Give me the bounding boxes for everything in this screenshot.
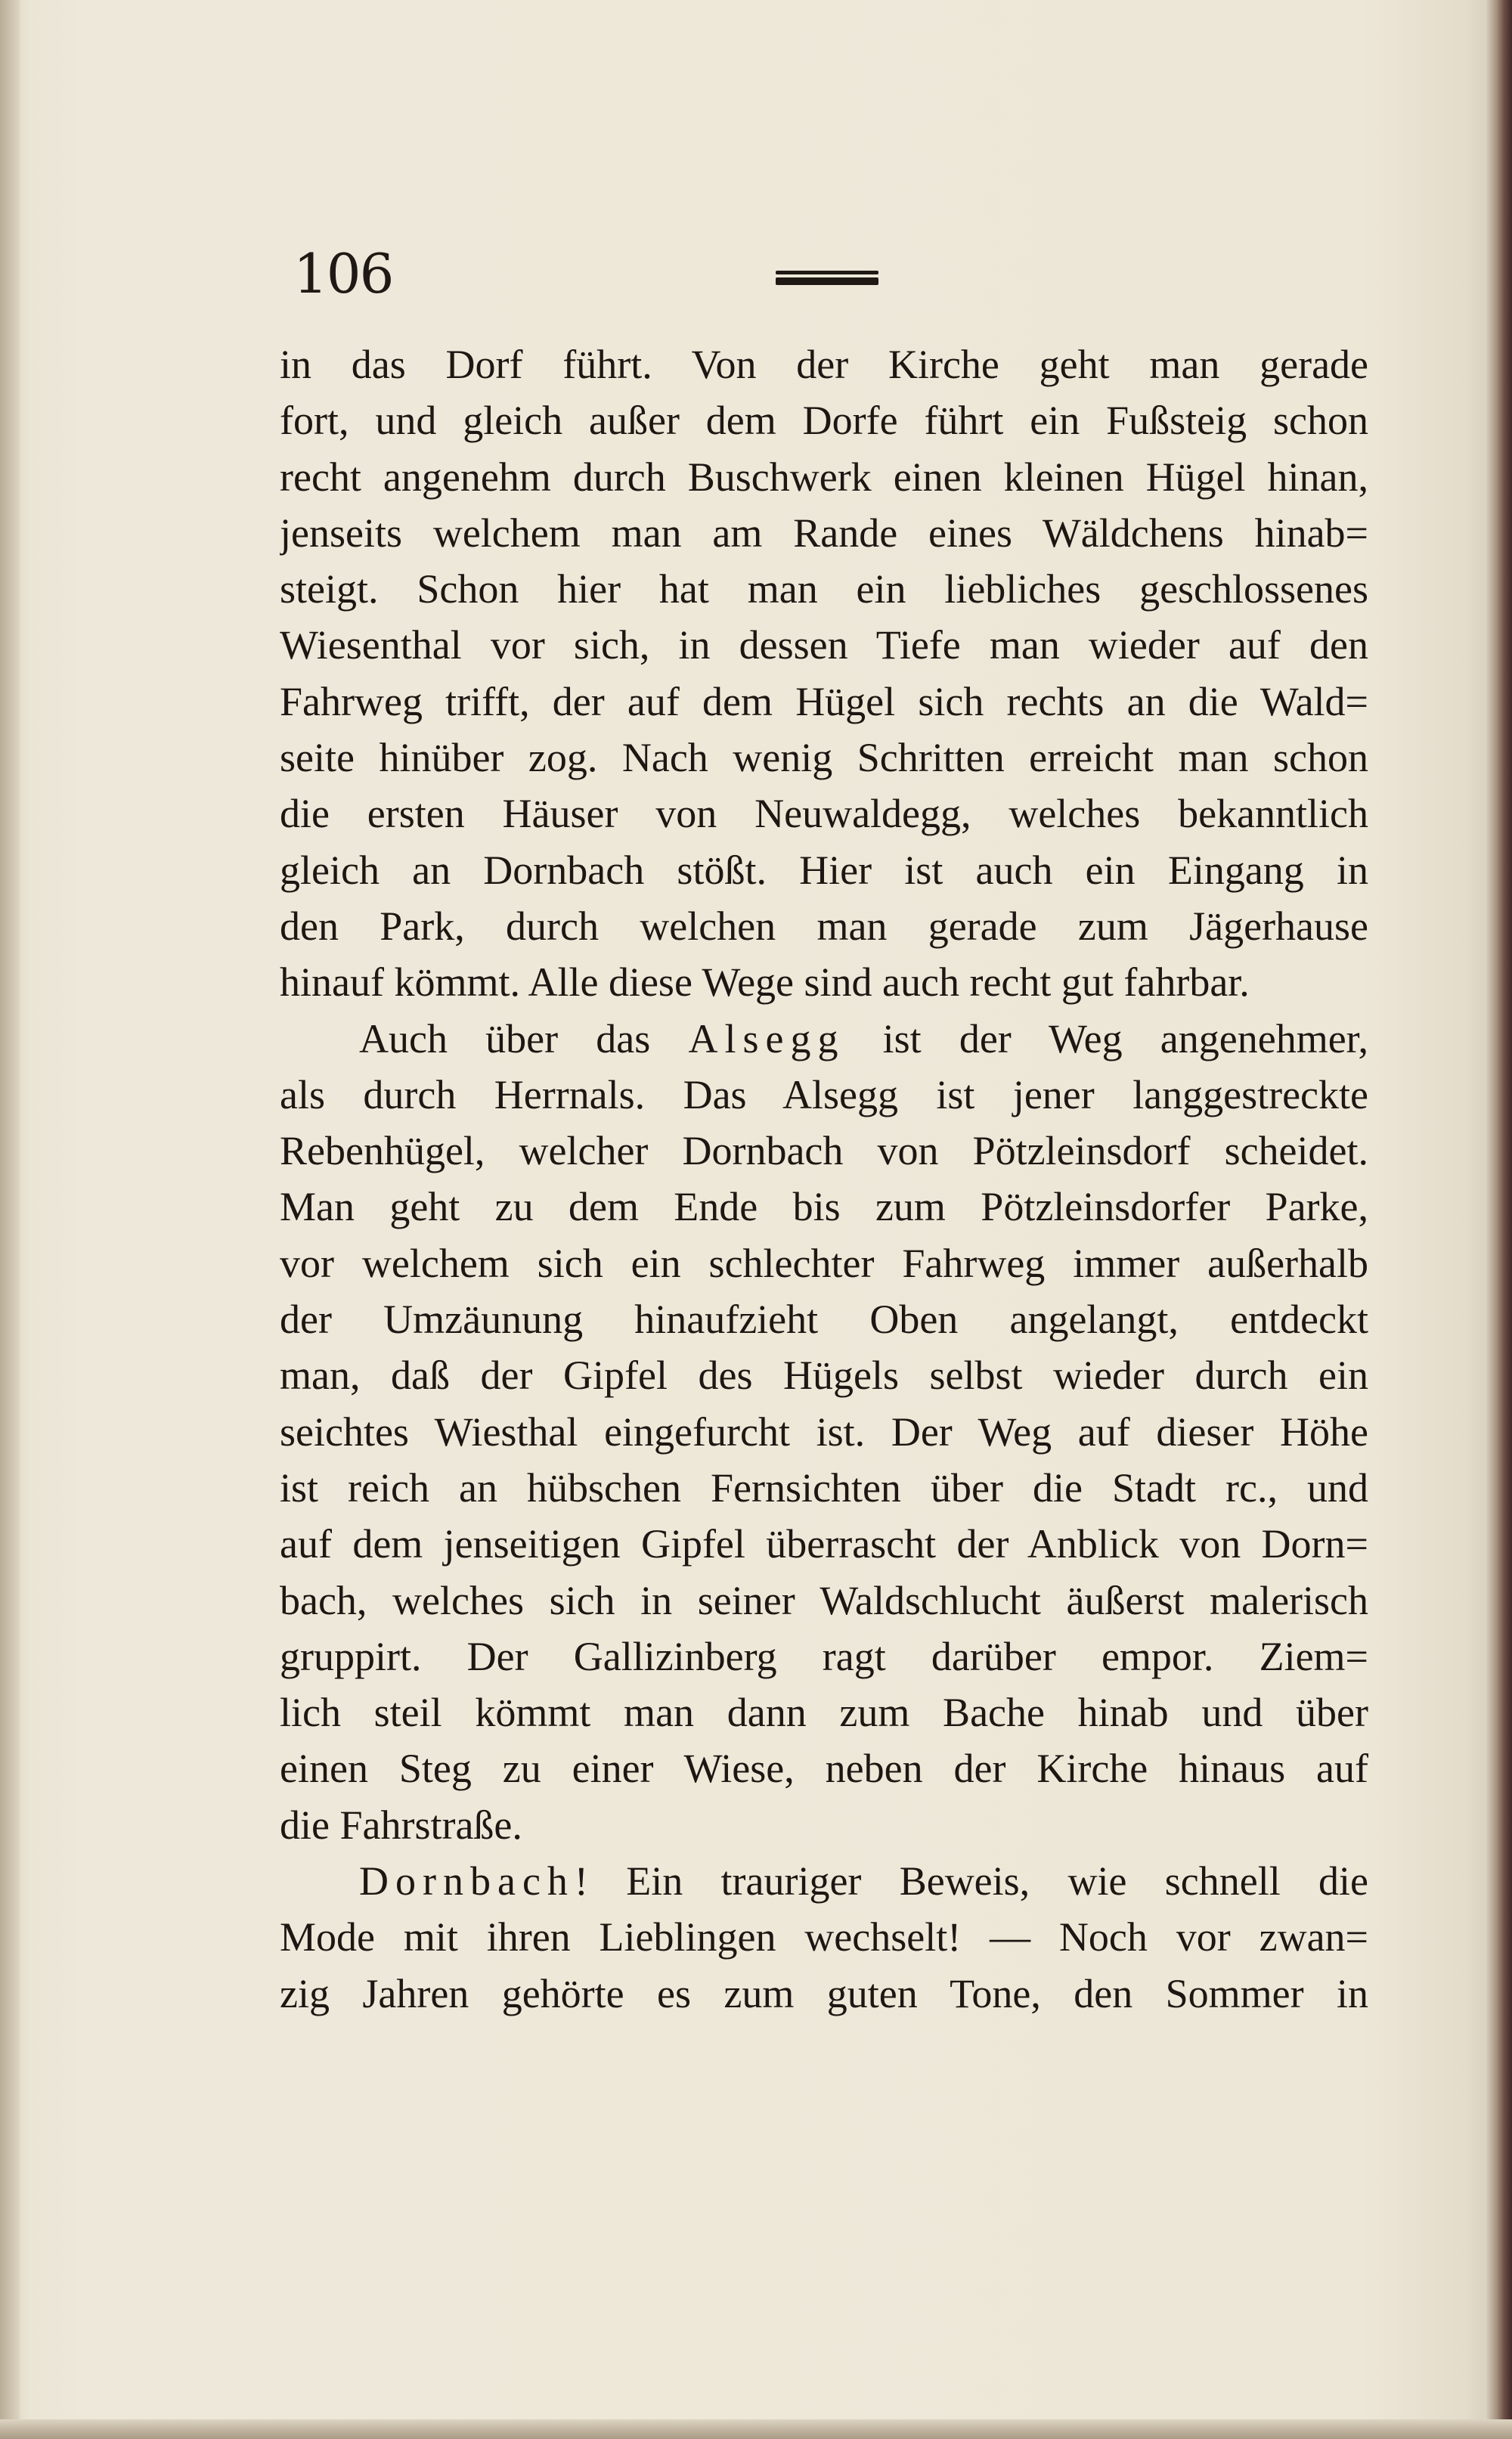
- text-line-8: seite hinüber zog. Nach wenig Schritten erreicht man schon: [280, 735, 1368, 781]
- header-rule-thin-bar: [776, 271, 878, 274]
- text-line-10: gleich an Dornbach stößt. Hier ist auch ein Eingang in: [280, 847, 1368, 893]
- spaced-place-name-dornbach: Dornbach: [359, 1858, 575, 1904]
- page-edge-right: [1486, 0, 1512, 2439]
- page-header: [293, 242, 1367, 310]
- text-line-28-after: ! Ein trauriger Beweis, wie schnell die: [574, 1858, 1368, 1904]
- text-line-13: [280, 1011, 1368, 1067]
- text-line-25: lich steil kömmt man dann zum Bache hinab und über: [280, 1690, 1368, 1736]
- text-line-20: seichtes Wiesthal eingefurcht ist. Der Weg auf dieser Höhe: [280, 1409, 1368, 1455]
- text-line-26: einen Steg zu einer Wiese, neben der Kirche hinaus auf: [280, 1746, 1368, 1792]
- text-line-27: die Fahrstraße.: [280, 1802, 522, 1848]
- text-line-1: in das Dorf führt. Von der Kirche geht man gerade: [280, 342, 1368, 387]
- text-line-16: Man geht zu dem Ende bis zum Pötzleinsdorfer Parke,: [280, 1184, 1368, 1230]
- text-line-11: den Park, durch welchen man gerade zum Jägerhause: [280, 903, 1368, 949]
- text-line-9: die ersten Häuser von Neuwaldegg, welches bekanntlich: [280, 791, 1368, 837]
- text-line-21: ist reich an hübschen Fernsichten über die Stadt rc., und: [280, 1464, 1368, 1511]
- text-line-13-before: Auch über das: [359, 1015, 689, 1061]
- header-rule-thick-bar: [776, 277, 878, 285]
- text-line-5: steigt. Schon hier hat man ein liebliches geschlossenes: [280, 566, 1368, 612]
- body-text: [280, 336, 1368, 2022]
- spaced-place-name-alsegg: Alsegg: [688, 1015, 845, 1061]
- text-line-12: hinauf kömmt. Alle diese Wege sind auch recht gut fahrbar.: [280, 959, 1250, 1006]
- text-line-17: vor welchem sich ein schlechter Fahrweg immer außerhalb: [280, 1240, 1368, 1286]
- page-gutter: [0, 0, 20, 2439]
- text-line-19: man, daß der Gipfel des Hügels selbst wieder durch ein: [280, 1353, 1368, 1399]
- text-line-2: fort, und gleich außer dem Dorfe führt ein Fußsteig schon: [280, 398, 1368, 444]
- page-edge-bottom: [0, 2419, 1512, 2439]
- text-line-23: bach, welches sich in seiner Waldschlucht äußerst malerisch: [280, 1577, 1368, 1623]
- text-line-22: auf dem jenseitigen Gipfel überrascht der Anblick von Dorn=: [280, 1521, 1368, 1567]
- header-rule-ornament: [776, 271, 878, 287]
- text-line-29: Mode mit ihren Lieblingen wechselt! — Noch vor zwan=: [280, 1914, 1368, 1960]
- text-line-13-after: ist der Weg angenehmer,: [844, 1015, 1368, 1061]
- text-line-3: recht angenehm durch Buschwerk einen kleinen Hügel hinan,: [280, 454, 1368, 500]
- text-line-4: jenseits welchem man am Rande eines Wäldchens hinab=: [280, 510, 1368, 556]
- text-line-14: als durch Herrnals. Das Alsegg ist jener langgestreckte: [280, 1071, 1368, 1117]
- text-line-6: Wiesenthal vor sich, in dessen Tiefe man wieder auf den: [280, 622, 1368, 668]
- text-line-18: der Umzäunung hinaufzieht Oben angelangt, entdeckt: [280, 1297, 1368, 1343]
- text-line-30: zig Jahren gehörte es zum guten Tone, den Sommer in: [280, 1970, 1368, 2016]
- text-line-7: Fahrweg trifft, der auf dem Hügel sich rechts an die Wald=: [280, 678, 1368, 724]
- text-line-15: Rebenhügel, welcher Dornbach von Pötzleinsdorf scheidet.: [280, 1128, 1368, 1174]
- page-number: 106: [293, 242, 393, 305]
- text-line-24: gruppirt. Der Gallizinberg ragt darüber empor. Ziem=: [280, 1633, 1368, 1679]
- text-line-28: [280, 1853, 1368, 1909]
